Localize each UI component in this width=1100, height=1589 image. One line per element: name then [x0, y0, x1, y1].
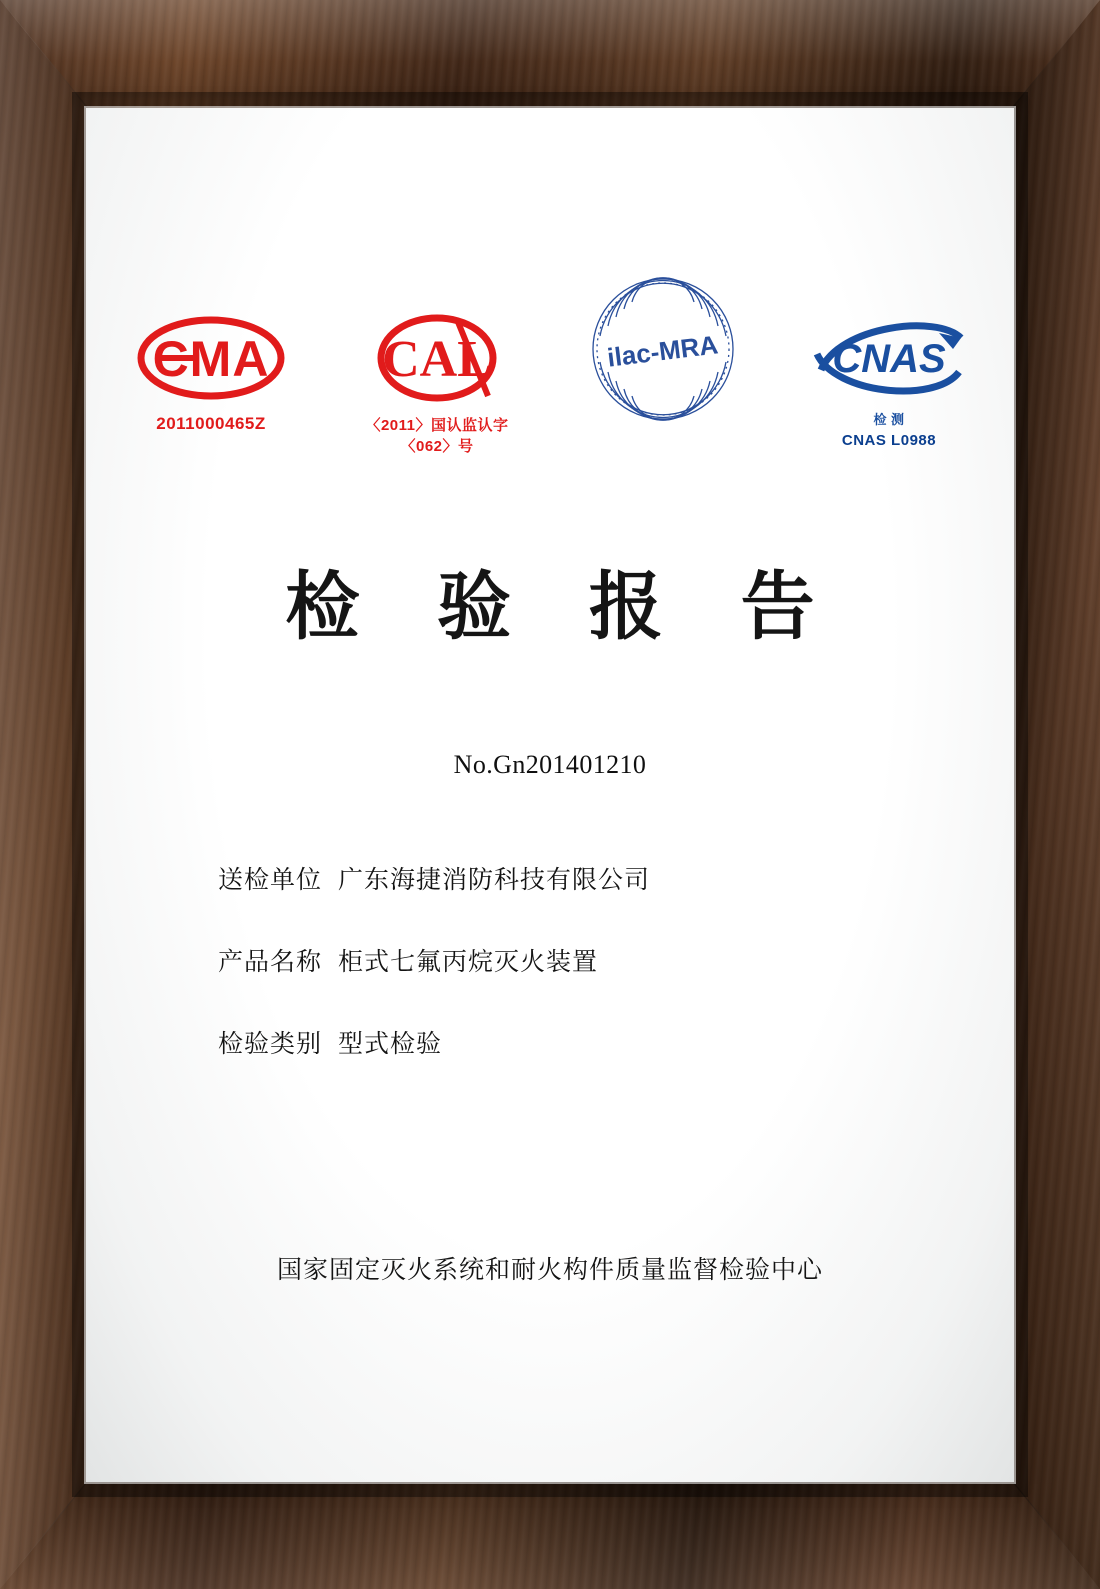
certificate-sheet	[86, 108, 1014, 1482]
frame-bevel-bottom	[0, 1477, 1100, 1589]
cma-oval-icon	[127, 308, 295, 408]
field-value: 广东海捷消防科技有限公司	[338, 865, 651, 894]
logo-cma	[127, 308, 295, 434]
field-row	[218, 860, 924, 896]
svg-text:ilac-MRA: ilac-MRA	[605, 329, 720, 373]
issuing-authority: 国家固定灭火系统和耐火构件质量监督检验中心	[276, 1255, 823, 1284]
svg-text:CMA: CMA	[152, 331, 270, 387]
field-value: 型式检验	[338, 1029, 443, 1058]
cnas-swoosh-icon	[805, 308, 973, 408]
cnas-code: CNAS L0988	[841, 432, 937, 450]
frame-bevel-right	[1008, 0, 1100, 1589]
logo-cnas	[805, 308, 973, 451]
cnas-caption-top: 检 测	[873, 412, 905, 427]
svg-text:CNAS: CNAS	[832, 337, 946, 381]
report-number: No.Gn201401210	[453, 750, 647, 779]
cnas-caption	[805, 432, 973, 451]
accreditation-logo-row	[86, 308, 1014, 456]
cma-caption: 2011000465Z	[156, 414, 266, 433]
ilac-mra-circle-icon	[579, 308, 747, 408]
frame-bevel-left	[0, 0, 92, 1589]
field-row	[218, 942, 924, 978]
field-row	[218, 1024, 924, 1060]
frame-bevel-top	[0, 0, 1100, 112]
field-label: 送检单位	[218, 865, 323, 894]
logo-ilac-mra	[579, 308, 747, 408]
field-list	[218, 860, 924, 1106]
logo-cal	[353, 308, 521, 456]
cal-oval-icon	[353, 308, 521, 408]
field-value: 柜式七氟丙烷灭火装置	[338, 947, 599, 976]
field-label: 检验类别	[218, 1029, 323, 1058]
field-label: 产品名称	[218, 947, 323, 976]
svg-text:CAL: CAL	[382, 331, 492, 388]
cal-caption: 〈2011〉国认监认字〈062〉号	[365, 417, 509, 455]
page-title: 检 验 报 告	[285, 564, 841, 650]
